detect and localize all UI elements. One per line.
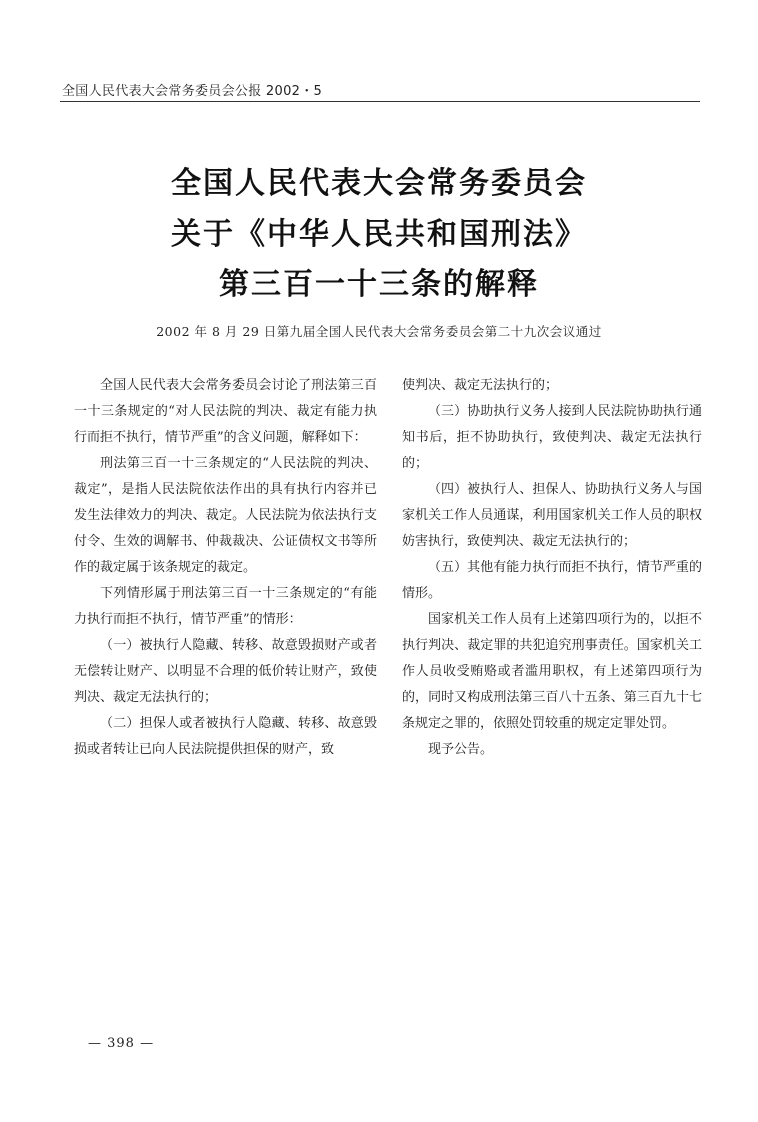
- list-item: （一）被执行人隐藏、转移、故意毁损财产或者无偿转让财产、以明显不合理的低价转让财产，致使判决、裁定无法执行的；: [74, 638, 377, 705]
- paragraph: 国家机关工作人员有上述第四项行为的，以拒不执行判决、裁定罪的共犯追究刑事责任。国家机关工作人员收受贿赂或者滥用职权，有上述第四项行为的，同时又构成刑法第三百八十五条、第三百九十七条规定之罪的，依照处罚较重的规定定罪处罚。: [402, 612, 702, 731]
- paragraph: 全国人民代表大会常务委员会讨论了刑法第三百一十三条规定的“对人民法院的判决、裁定有能力执行而拒不执行，情节严重”的含义问题，解释如下：: [74, 378, 377, 445]
- document-title-line-1: 全国人民代表大会常务委员会: [171, 166, 587, 201]
- header-rule: [60, 101, 700, 102]
- paragraph-continuation: 使判决、裁定无法执行的；: [402, 378, 559, 393]
- body-column-right: [402, 373, 702, 763]
- closing-statement: 现予公告。: [428, 742, 494, 757]
- paragraph: 刑法第三百一十三条规定的“人民法院的判决、裁定”，是指人民法院依法作出的具有执行内容并已发生法律效力的判决、裁定。人民法院为依法执行支付令、生效的调解书、仲裁裁决、公证债权文书等所作的裁定属于该条规定的裁定。: [74, 456, 377, 575]
- running-header: 全国人民代表大会常务委员会公报 2002・5: [62, 84, 323, 99]
- body-column-left: [74, 373, 377, 763]
- list-item: （四）被执行人、担保人、协助执行义务人与国家机关工作人员通谋，利用国家机关工作人员的职权妨害执行，致使判决、裁定无法执行的；: [402, 482, 702, 549]
- document-title-line-2: 关于《中华人民共和国刑法》: [171, 217, 587, 252]
- paragraph: 下列情形属于刑法第三百一十三条规定的“有能力执行而拒不执行，情节严重”的情形：: [74, 586, 377, 627]
- page-number: — 398 —: [88, 1036, 155, 1051]
- adoption-note: 2002 年 8 月 29 日第九届全国人民代表大会常务委员会第二十九次会议通过: [156, 324, 602, 339]
- list-item: （五）其他有能力执行而拒不执行，情节严重的情形。: [402, 560, 702, 601]
- document-title-line-3: 第三百一十三条的解释: [219, 267, 539, 302]
- list-item: （三）协助执行义务人接到人民法院协助执行通知书后，拒不协助执行，致使判决、裁定无法执行的；: [402, 404, 702, 471]
- list-item: （二）担保人或者被执行人隐藏、转移、故意毁损或者转让已向人民法院提供担保的财产，致: [74, 716, 377, 757]
